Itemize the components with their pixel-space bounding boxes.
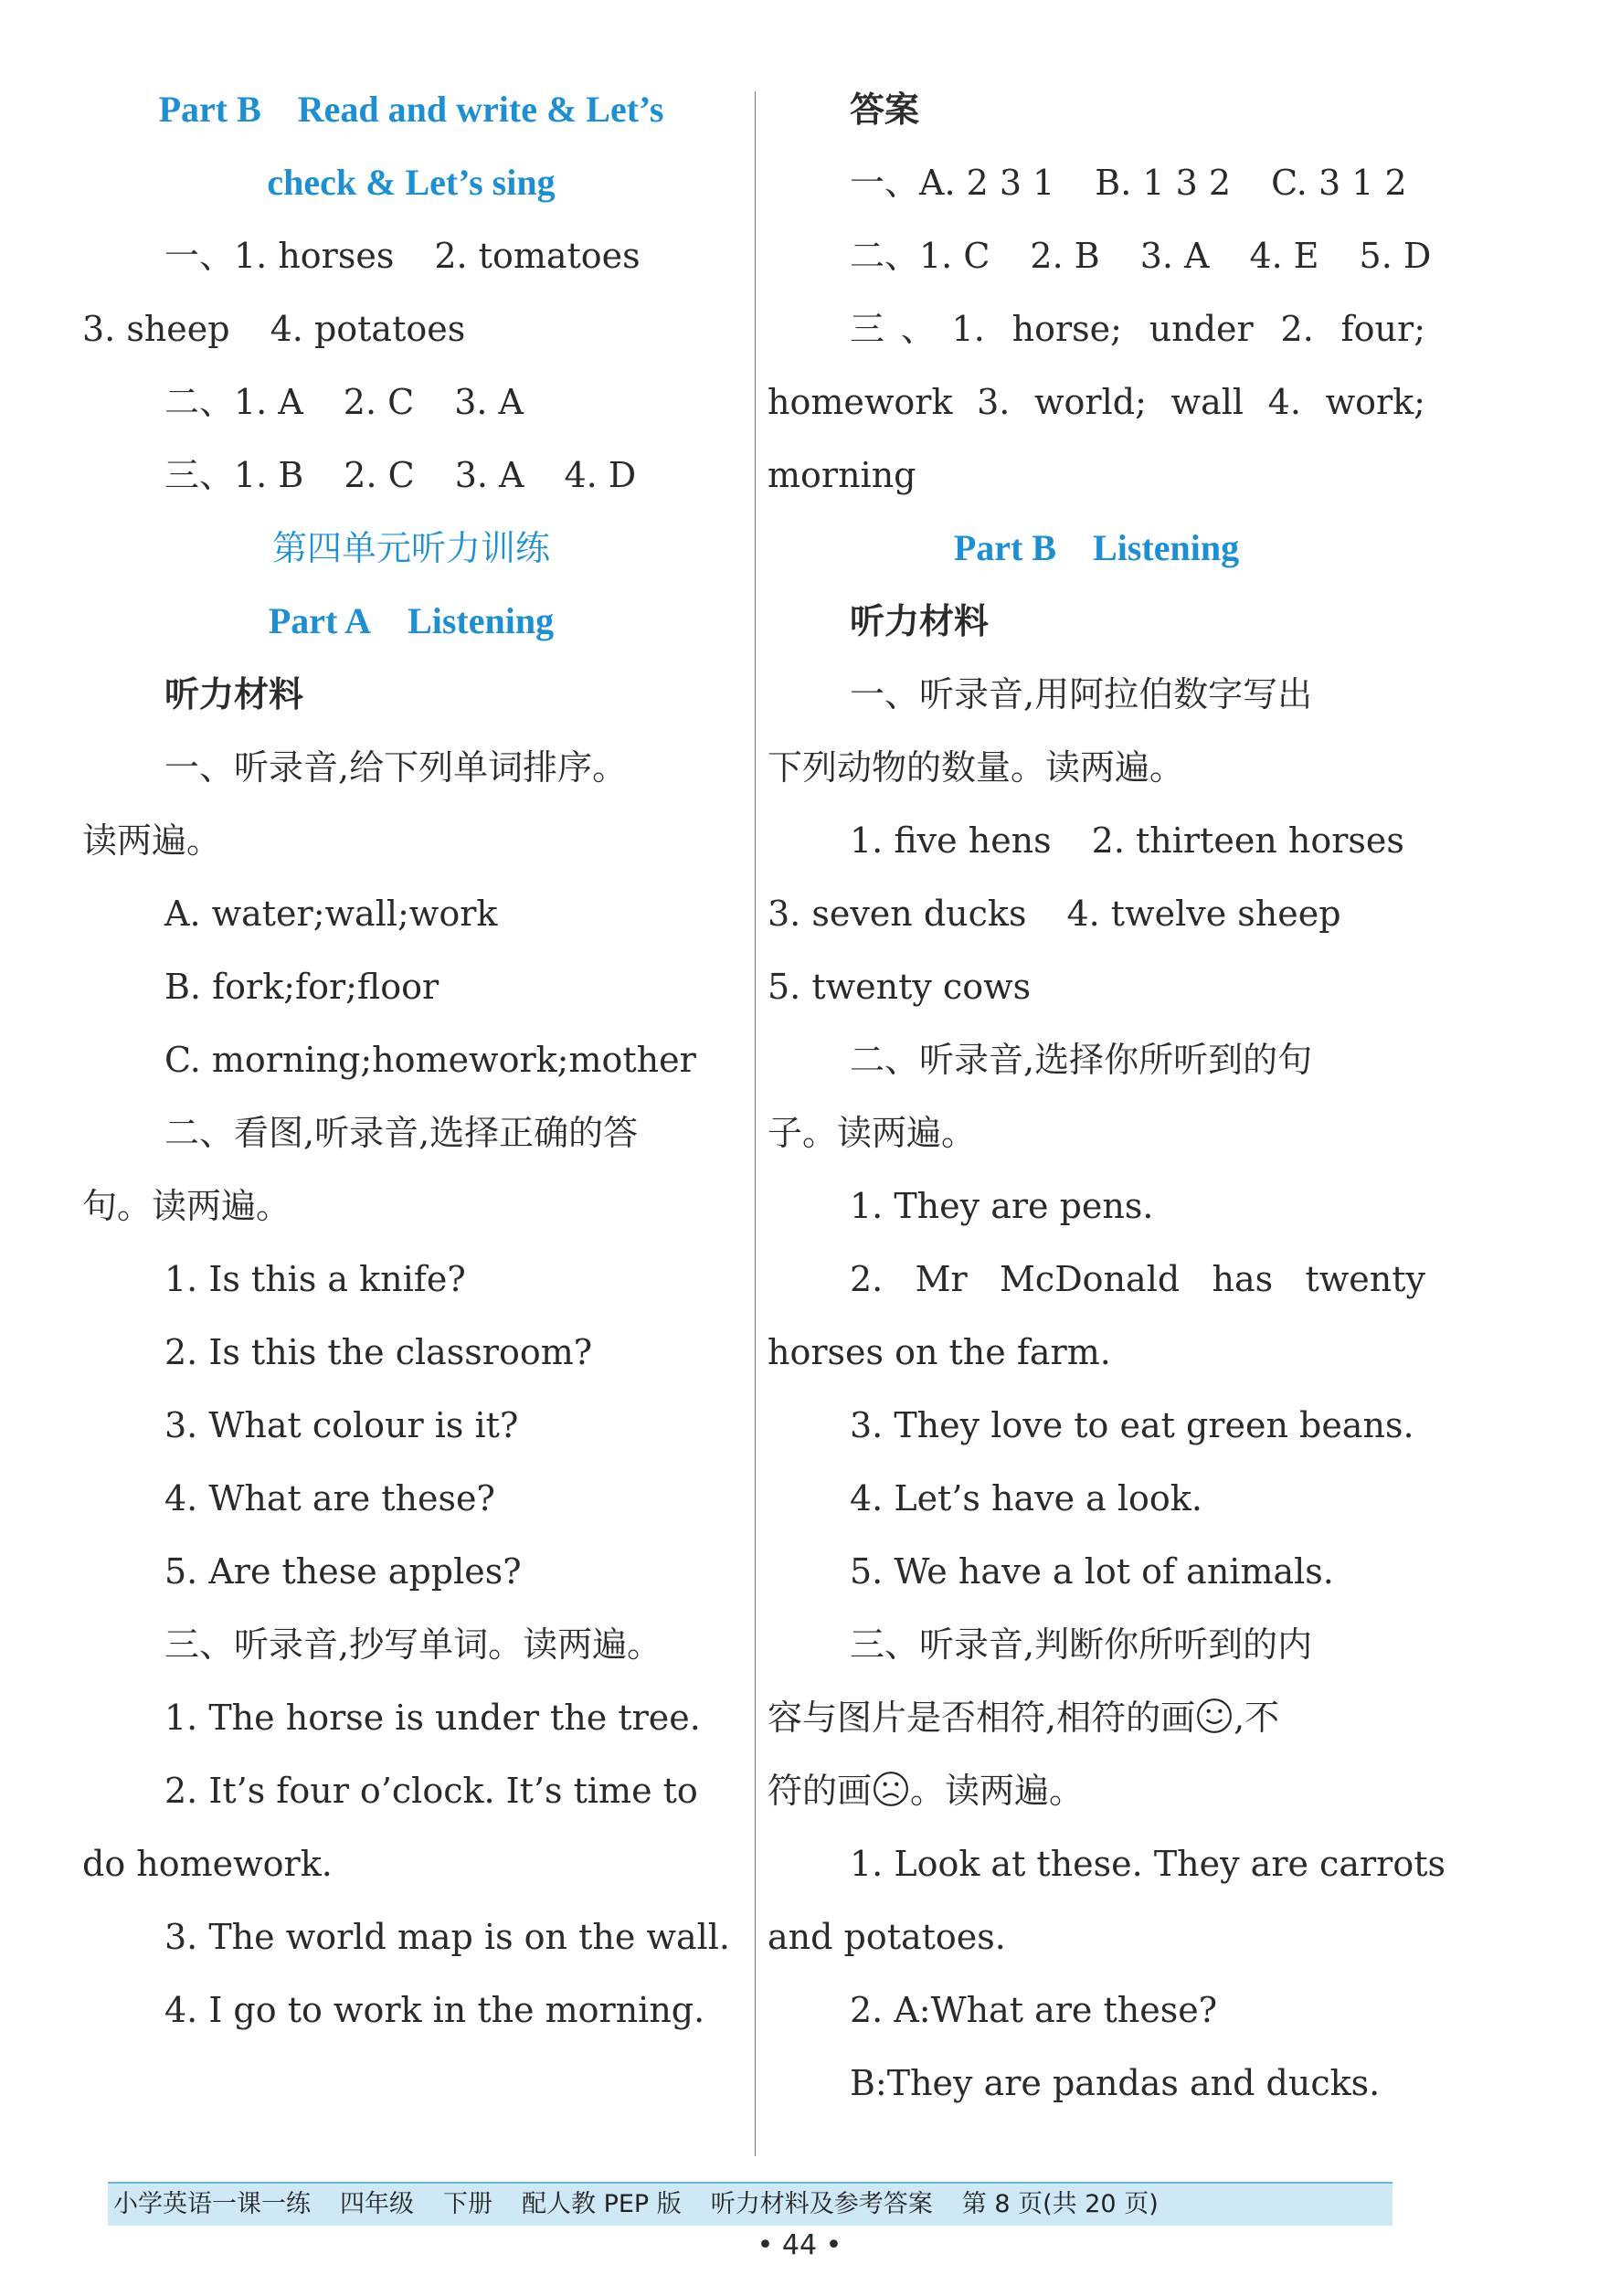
list-item: A. water;wall;work xyxy=(164,894,498,934)
list-item: 4. What are these? xyxy=(164,1478,495,1518)
answer-line-cont: homework 3. world; wall 4. work; xyxy=(768,382,1425,422)
question: 二、听录音,选择你所听到的句 xyxy=(850,1040,1313,1080)
list-item: 1. They are pens. xyxy=(850,1186,1154,1226)
list-item: 3. seven ducks 4. twelve sheep xyxy=(768,894,1341,934)
list-item: 2. Mr McDonald has twenty xyxy=(850,1259,1425,1299)
smiley-face-icon xyxy=(1195,1697,1234,1735)
question: 三、听录音,抄写单词。读两遍。 xyxy=(164,1624,662,1665)
answer-line: 三、1. B 2. C 3. A 4. D xyxy=(164,455,637,495)
part-heading: Part A Listening xyxy=(268,600,555,641)
list-item-cont: horses on the farm. xyxy=(768,1332,1111,1372)
right-column xyxy=(768,73,1445,2120)
answer-line: 一、1. horses 2. tomatoes xyxy=(164,236,641,276)
list-item: 1. five hens 2. thirteen horses xyxy=(850,820,1404,861)
answer-line-cont: morning xyxy=(768,455,916,495)
question-cont: 符的画 。读两遍。 xyxy=(768,1771,1085,1811)
answer-line: 二、1. C 2. B 3. A 4. E 5. D xyxy=(850,236,1432,276)
column-divider xyxy=(755,91,756,2156)
question-cont: 容与图片是否相符,相符的画 ,不 xyxy=(768,1698,1280,1738)
answer-line: 二、1. A 2. C 3. A xyxy=(164,382,524,422)
list-item: B. fork;for;floor xyxy=(164,967,439,1007)
question: 二、看图,听录音,选择正确的答 xyxy=(164,1113,639,1153)
material-label: 听力材料 xyxy=(850,601,990,641)
list-item: B:They are pandas and ducks. xyxy=(850,2063,1381,2103)
list-item-cont: and potatoes. xyxy=(768,1917,1006,1957)
sad-face-icon xyxy=(872,1770,910,1808)
answer-line: 一、A. 2 3 1 B. 1 3 2 C. 3 1 2 xyxy=(850,163,1407,203)
list-item: 1. Is this a knife? xyxy=(164,1259,466,1299)
list-item: C. morning;homework;mother xyxy=(164,1040,696,1080)
list-item: 3. They love to eat green beans. xyxy=(850,1405,1414,1445)
section-heading-cont: check & Let’s sing xyxy=(267,162,556,203)
answer-line: 三、1. horse; under 2. four; xyxy=(850,309,1425,349)
list-item: 4. I go to work in the morning. xyxy=(164,1990,705,2030)
question: 一、听录音,用阿拉伯数字写出 xyxy=(850,674,1313,714)
list-item: 2. A:What are these? xyxy=(850,1990,1218,2030)
list-item: 3. What colour is it? xyxy=(164,1405,519,1445)
section-heading: Part B Read and write & Let’s xyxy=(158,89,664,130)
list-item: 4. Let’s have a look. xyxy=(850,1478,1202,1518)
list-item: 3. The world map is on the wall. xyxy=(164,1917,730,1957)
unit-heading: 第四单元听力训练 xyxy=(271,528,550,568)
list-item: 2. It’s four o’clock. It’s time to xyxy=(164,1771,698,1811)
left-column xyxy=(82,73,740,2047)
question-cont: 读两遍。 xyxy=(82,820,222,861)
list-item: 5. twenty cows xyxy=(768,967,1032,1007)
material-label: 听力材料 xyxy=(164,674,304,714)
list-item: 1. The horse is under the tree. xyxy=(164,1698,701,1738)
list-item: 5. We have a lot of animals. xyxy=(850,1551,1334,1592)
question-cont: 下列动物的数量。读两遍。 xyxy=(768,747,1185,788)
part-heading: Part B Listening xyxy=(953,527,1240,568)
list-item: 5. Are these apples? xyxy=(164,1551,522,1592)
question-cont: 句。读两遍。 xyxy=(82,1186,291,1226)
list-item: 2. Is this the classroom? xyxy=(164,1332,593,1372)
page-number: • 44 • xyxy=(757,2229,842,2261)
footer-band: 小学英语一课一练 四年级 下册 配人教 PEP 版 听力材料及参考答案 第 8 页(共 20 页) xyxy=(108,2182,1393,2226)
answer-line: 3. sheep 4. potatoes xyxy=(82,309,466,349)
question: 一、听录音,给下列单词排序。 xyxy=(164,747,628,788)
question: 三、听录音,判断你所听到的内 xyxy=(850,1624,1313,1665)
list-item-cont: do homework. xyxy=(82,1844,333,1884)
list-item: 1. Look at these. They are carrots xyxy=(850,1844,1445,1884)
answer-label: 答案 xyxy=(850,90,920,130)
question-cont: 子。读两遍。 xyxy=(768,1113,977,1153)
